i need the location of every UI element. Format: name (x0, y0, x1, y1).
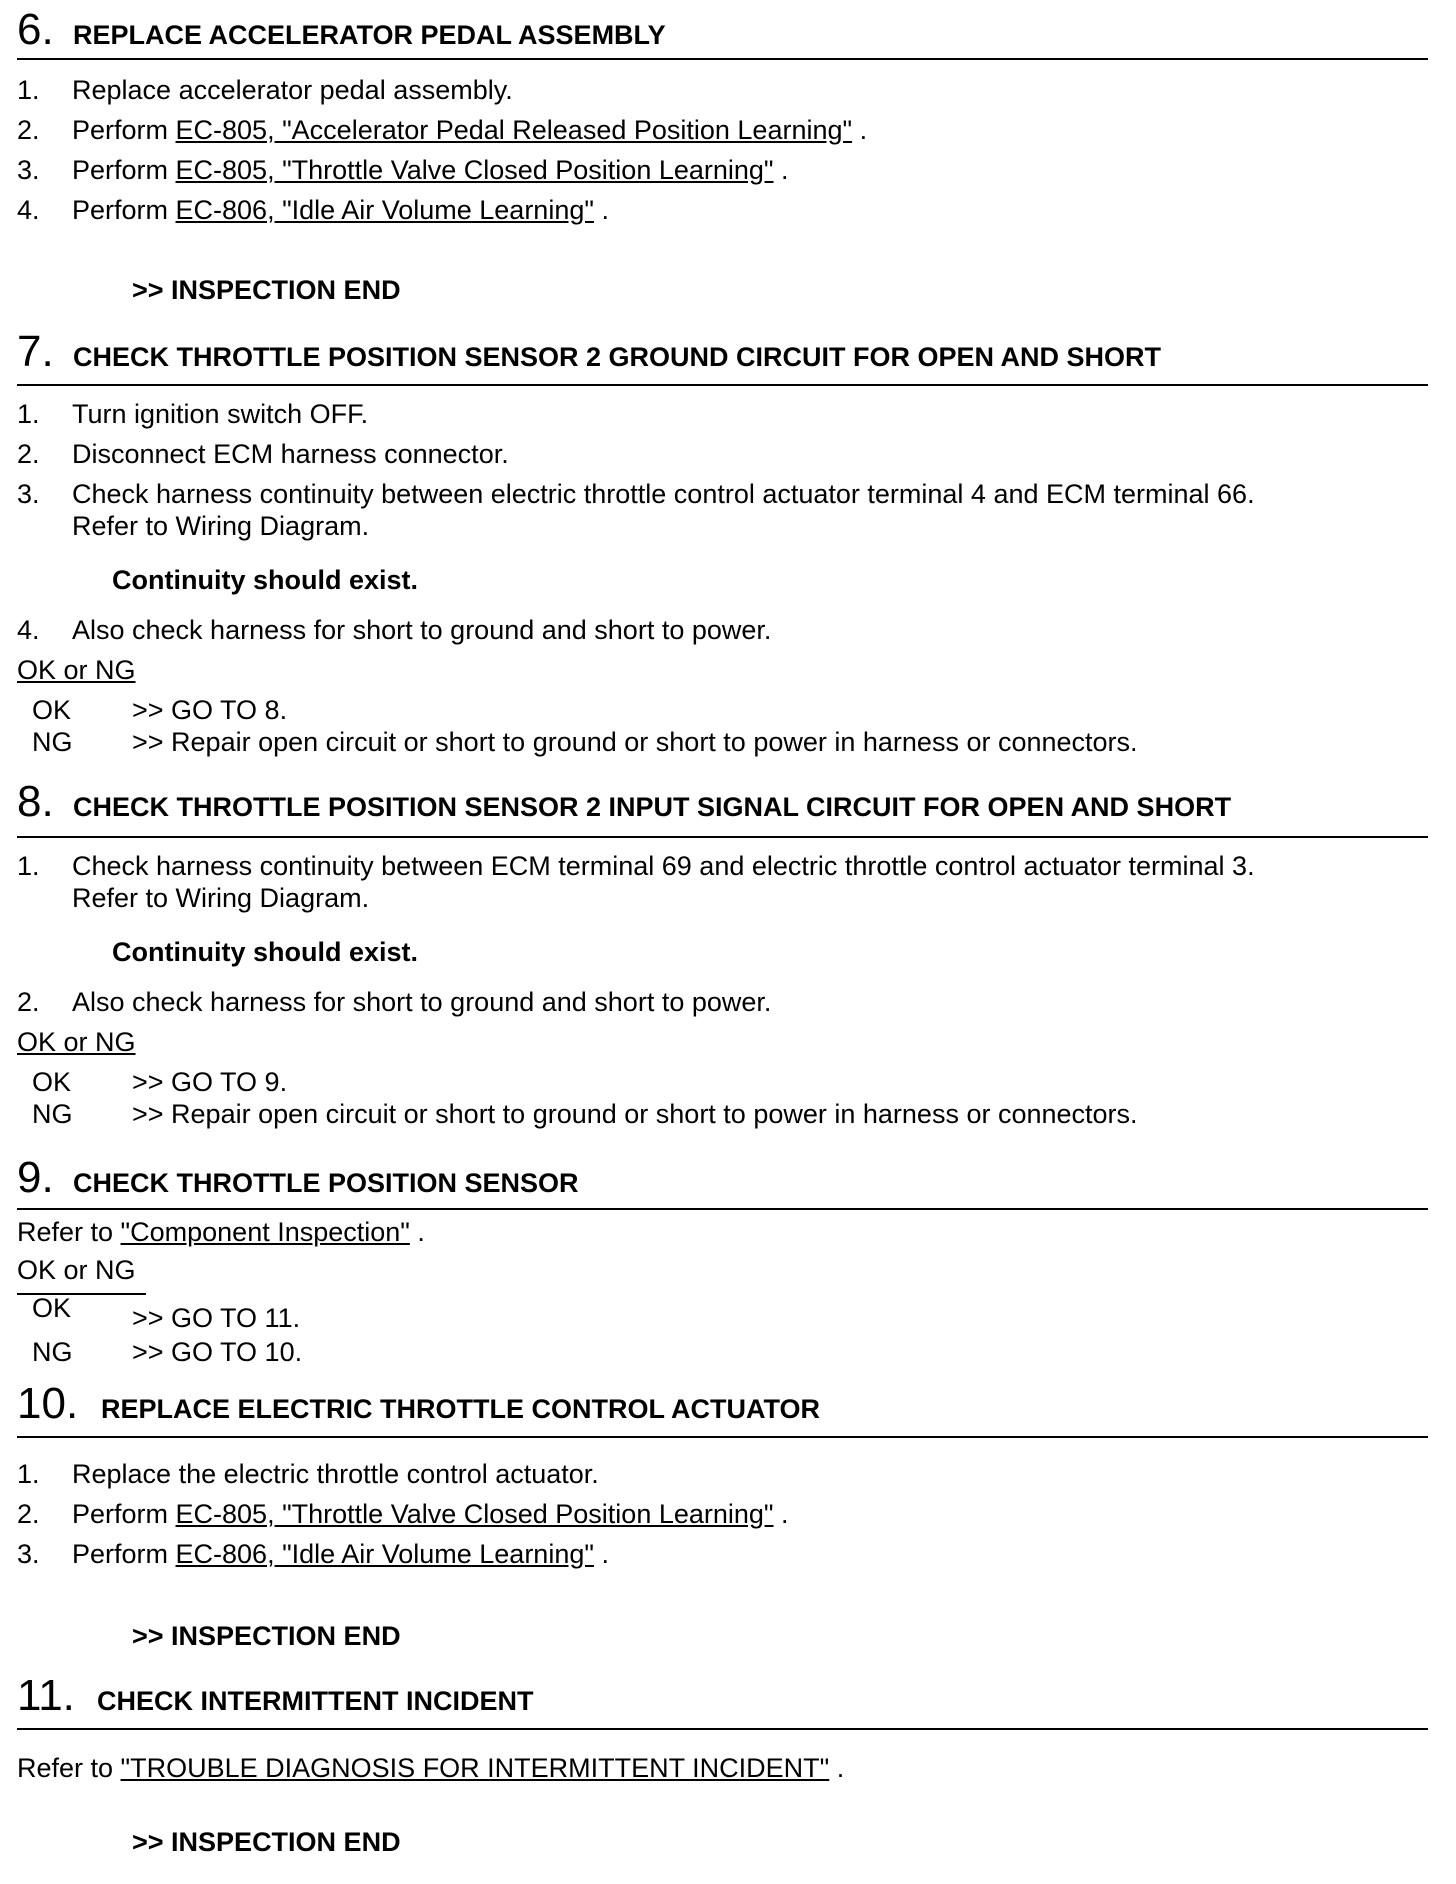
result-action: >> GO TO 9. (132, 1067, 288, 1097)
item-text: Perform (72, 115, 176, 145)
result-ng (32, 1098, 1138, 1130)
inspection-end-text: >> INSPECTION END (132, 1621, 401, 1651)
item-text: Perform (72, 1539, 176, 1569)
inspection-end (132, 1620, 401, 1652)
step-number: 7. (17, 327, 54, 376)
item-text: Refer to Wiring Diagram. (72, 511, 370, 541)
item-number: 2. (17, 115, 40, 145)
item-text: Also check harness for short to ground and short to power. (72, 615, 772, 645)
result-ok (32, 694, 288, 726)
reference-link[interactable]: EC-806, "Idle Air Volume Learning" (175, 195, 594, 225)
item-number: 2. (17, 439, 40, 469)
step-title: REPLACE ACCELERATOR PEDAL ASSEMBLY (73, 20, 666, 50)
reference-link[interactable]: EC-806, "Idle Air Volume Learning" (175, 1539, 594, 1569)
item-text-suffix: . (773, 1499, 789, 1529)
reference-link[interactable]: "Component Inspection" (120, 1217, 410, 1247)
step-6-header (17, 5, 1428, 60)
reference-link[interactable]: EC-805, "Throttle Valve Closed Position Learning" (175, 1499, 774, 1529)
spec-text: Continuity should exist. (112, 937, 419, 967)
result-ng (32, 726, 1138, 758)
step-title: CHECK THROTTLE POSITION SENSOR 2 GROUND CIRCUIT FOR OPEN AND SHORT (73, 342, 1162, 372)
result-action: >> GO TO 10. (132, 1337, 303, 1367)
reference-link[interactable]: EC-805, "Accelerator Pedal Released Position Learning" (175, 115, 853, 145)
item-number: 2. (17, 987, 40, 1017)
step-title: CHECK INTERMITTENT INCIDENT (97, 1686, 534, 1716)
item-text: Perform (72, 195, 176, 225)
step-number: 9. (17, 1153, 54, 1202)
refer-suffix: . (829, 1753, 845, 1783)
refer-line (17, 1752, 844, 1784)
item-number: 2. (17, 1499, 40, 1529)
result-ok (32, 1066, 288, 1098)
step-11-header (17, 1672, 1428, 1730)
item-text: Turn ignition switch OFF. (72, 399, 369, 429)
item-number: 4. (17, 615, 40, 645)
item-number: 1. (17, 75, 40, 105)
item-text: Perform (72, 155, 176, 185)
result-label: NG (32, 1099, 73, 1129)
item-text: Check harness continuity between ECM terminal 69 and electric throttle control actuator terminal 3. (72, 851, 1255, 881)
item-text: Replace accelerator pedal assembly. (72, 75, 513, 105)
step-number: 8. (17, 777, 54, 826)
ok-or-ng-heading: OK or NG (17, 1027, 136, 1057)
result-ng (32, 1336, 303, 1368)
ok-or-ng-heading: OK or NG (17, 1255, 136, 1285)
list-item-continuation (72, 882, 369, 914)
result-label: OK (32, 695, 72, 725)
refer-suffix: . (409, 1217, 425, 1247)
step-9-header (17, 1153, 1428, 1210)
step-title: CHECK THROTTLE POSITION SENSOR 2 INPUT SIGNAL CIRCUIT FOR OPEN AND SHORT (73, 792, 1232, 822)
ok-or-ng-heading: OK or NG (17, 655, 136, 685)
item-text: Perform (72, 1499, 176, 1529)
item-text: Also check harness for short to ground and short to power. (72, 987, 772, 1017)
reference-link[interactable]: EC-805, "Throttle Valve Closed Position Learning" (175, 155, 774, 185)
step-title: REPLACE ELECTRIC THROTTLE CONTROL ACTUATOR (101, 1394, 820, 1424)
refer-prefix: Refer to (17, 1217, 121, 1247)
step-10-header (17, 1380, 1428, 1438)
inspection-end-text: >> INSPECTION END (132, 1827, 401, 1857)
item-number: 3. (17, 479, 40, 509)
result-label: NG (32, 1337, 73, 1367)
result-ok (32, 1292, 301, 1333)
result-action: >> Repair open circuit or short to ground or short to power in harness or connectors. (132, 1099, 1138, 1129)
item-text-suffix: . (593, 195, 609, 225)
spec-text: Continuity should exist. (112, 565, 419, 595)
refer-line (17, 1216, 425, 1248)
reference-link[interactable]: "TROUBLE DIAGNOSIS FOR INTERMITTENT INCIDENT" (120, 1753, 830, 1783)
result-label: NG (32, 727, 73, 757)
item-text-suffix: . (593, 1539, 609, 1569)
step-title: CHECK THROTTLE POSITION SENSOR (73, 1168, 579, 1198)
item-number: 3. (17, 155, 40, 185)
item-text-suffix: . (773, 155, 789, 185)
step-number: 6. (17, 5, 54, 54)
step-8-header (17, 776, 1428, 838)
step-7-header (17, 326, 1428, 386)
inspection-end-text: >> INSPECTION END (132, 275, 401, 305)
item-number: 1. (17, 399, 40, 429)
inspection-end (132, 274, 401, 306)
result-label: OK (32, 1067, 72, 1097)
item-number: 1. (17, 851, 40, 881)
result-action: >> GO TO 11. (132, 1303, 301, 1333)
item-number: 1. (17, 1459, 40, 1489)
item-text: Check harness continuity between electric throttle control actuator terminal 4 and ECM terminal 66. (72, 479, 1255, 509)
result-action: >> Repair open circuit or short to ground or short to power in harness or connectors. (132, 727, 1138, 757)
item-text: Replace the electric throttle control actuator. (72, 1459, 599, 1489)
step-number: 10. (17, 1379, 79, 1428)
item-number: 4. (17, 195, 40, 225)
inspection-end (132, 1826, 401, 1858)
step-number: 11. (17, 1671, 75, 1720)
refer-prefix: Refer to (17, 1753, 121, 1783)
item-text-suffix: . (852, 115, 868, 145)
list-item-continuation (72, 510, 369, 542)
result-label: OK (32, 1293, 72, 1323)
item-number: 3. (17, 1539, 40, 1569)
result-action: >> GO TO 8. (132, 695, 288, 725)
item-text: Refer to Wiring Diagram. (72, 883, 370, 913)
item-text: Disconnect ECM harness connector. (72, 439, 509, 469)
